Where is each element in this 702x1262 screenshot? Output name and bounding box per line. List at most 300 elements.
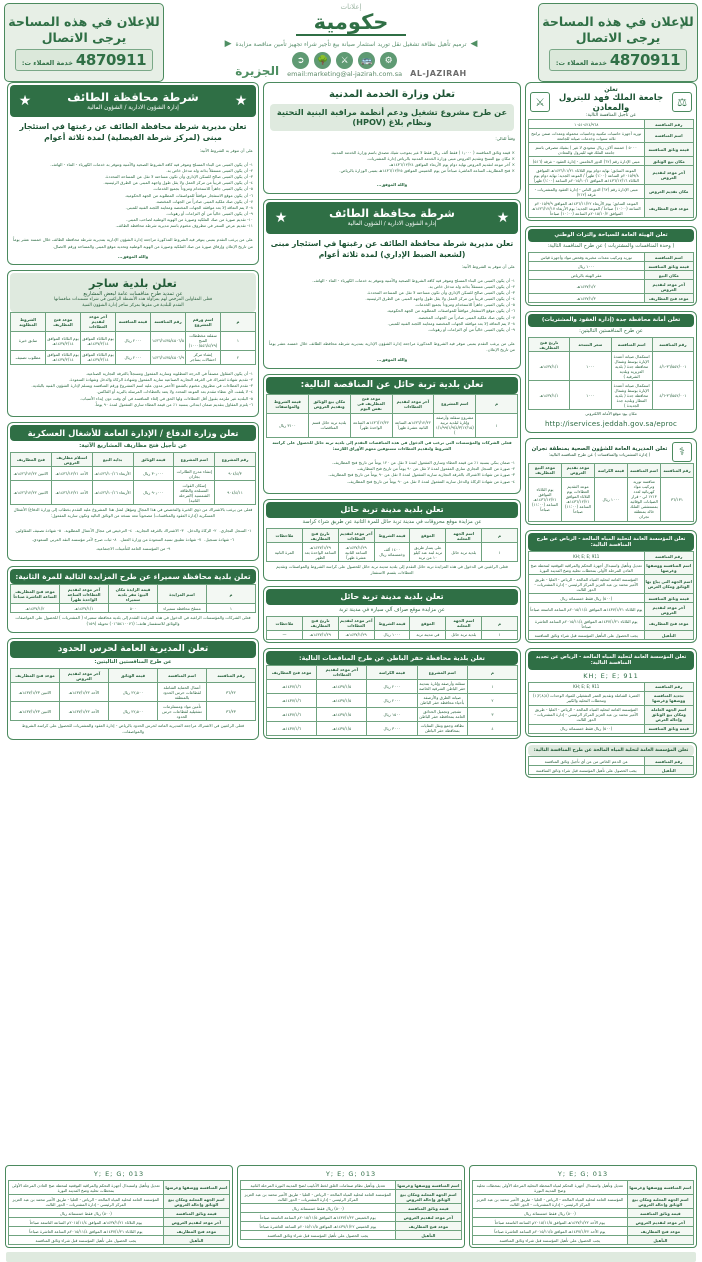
table-cell: (٥٠٠) ريال فقط خمسمائة ريال bbox=[529, 594, 645, 603]
ad-jeddah-contracts[interactable] bbox=[525, 311, 697, 433]
table-row bbox=[529, 352, 694, 381]
table-cell: ١٤٠٠ ألف وخمسمائة ريال bbox=[374, 543, 410, 562]
list-item: ٢- أن يكون المبنى مستقلاً بذاته وله مدخل خاص به. bbox=[428, 283, 515, 289]
brand-latin-logo: AL-JAZIRAH bbox=[410, 69, 467, 79]
ad-taif-police-faisaliah[interactable] bbox=[7, 82, 259, 265]
table-row-label: مكان البيع bbox=[644, 271, 694, 280]
table-header-cell: موعد فتح المظاريف الساعة العاشرة صباحاً bbox=[11, 585, 60, 604]
table-row-label: قيمة وثائق المنافسة bbox=[163, 1209, 229, 1218]
table-header-cell: اسم المنافسة bbox=[158, 669, 207, 683]
table-header-cell: موعد فتح المظاريف في نفس اليوم bbox=[350, 394, 392, 413]
table-cell: ١٤٣٧/١/١هـ bbox=[60, 604, 109, 613]
table-header-row bbox=[267, 616, 518, 630]
table-cell: يجب الحصول على تأهيل المؤسسة قبل شراء وثائق المنافسة bbox=[241, 1231, 396, 1240]
table-cell: ٣٦/٥٥٢/٠٠١-٤/١ bbox=[652, 352, 693, 381]
turbah-auction1-note: فعلى الراغبين في الدخول في هذه المزايدة تربة حائل التقدم إلى بلدية مدينة تربة حائل للحصول على كراسة الشروط والمواصفات وتقديم العطاءات بقسم الاستثمار bbox=[276, 564, 508, 576]
table-row-label: قيمة وثائق المنافسة bbox=[644, 262, 694, 271]
ad-hafr-albatin[interactable] bbox=[263, 648, 521, 739]
table-row bbox=[529, 682, 694, 691]
table-cell: تأمين مواد ومستلزمات تشغيلية لقطاعات حرس الحدود bbox=[158, 702, 207, 721]
table-row bbox=[529, 757, 694, 766]
defense-note-head: فعلى من يرغب بالاشتراك من ذوي الخبرة والتخصص في هذا المجال ومؤهل لمثل هذا المشروع عليه التقدم بخطاب إلى وزارة الدفاع/ الأشغال العسكرية (إدارة العقود والمنافسات) مصحوباً معه نسخة من الوثائق التالية وتكون سارية المفعول: bbox=[13, 507, 253, 519]
ad-box-right[interactable] bbox=[538, 3, 698, 82]
service-icon-row bbox=[292, 52, 397, 69]
table-header-cell: م bbox=[467, 665, 517, 679]
table-cell: ١٥٠٠ ريال bbox=[367, 707, 417, 721]
triangle-left-icon: ◀ bbox=[470, 39, 478, 50]
table-row bbox=[529, 262, 694, 271]
table-cell: (٥٠٠) ريال فقط خمسمائة ريال bbox=[9, 1209, 164, 1218]
list-item: ٣- تقدم العطاءات في مظروف مختوم بالشمع الأحمر مدون عليه اسم المشروع ورقم المنافسة ويسلم لإدارة الشؤون الفنية بالبلدية. bbox=[31, 383, 253, 389]
table-row-label: آخر موعد لتقديم العروض bbox=[627, 1218, 693, 1227]
taif-left-cond-intro: على أن تتوفر به الشروط الآتية: bbox=[199, 147, 253, 153]
table-header-cell: رقم المنافسة bbox=[151, 312, 186, 331]
table-cell: ١ bbox=[482, 543, 518, 562]
jeddah-subtitle: عن طرح المنافستين التاليتين: bbox=[579, 328, 643, 335]
samira-table bbox=[10, 584, 256, 613]
table-cell: استكمال صيانة أعمدة الإنارة بوسط وشمال محافظة جدة ( بلدية المطار وبلدية جدة الجديدة ) bbox=[611, 381, 652, 410]
table-cell: الأحد ١٤٣٦/١٢/٢١هـ bbox=[51, 481, 92, 505]
table-cell: ١ bbox=[221, 331, 256, 350]
table-cell: المؤسسة العامة لتحلية المياه المالحة - الرياض - العليا - طريق الأمير محمد بن عبد العزيز المركز الرئيسي - إدارة المشتريات - الدور الثالث bbox=[9, 1195, 164, 1209]
table-header-cell: موعد فتح المظاريف bbox=[46, 312, 81, 331]
table-cell: صيانة الطرق والأرصفة بأحياء محافظة حفر الباطن bbox=[417, 693, 467, 707]
table-header-cell: م bbox=[482, 616, 518, 630]
police-emblem-icon: ★ bbox=[274, 209, 288, 226]
table-header-cell: الموقع bbox=[410, 529, 446, 543]
table-row-label: التأهيل bbox=[395, 1231, 461, 1240]
bottom-box-2[interactable] bbox=[237, 1165, 465, 1248]
ad-box-left[interactable] bbox=[4, 3, 164, 82]
table-header-cell: رقم المنافسة bbox=[207, 669, 256, 683]
table-header-row bbox=[11, 312, 256, 331]
police-emblem-icon: ★ bbox=[496, 209, 510, 226]
table-header-row bbox=[267, 665, 518, 679]
table-cell: ٢ bbox=[221, 350, 256, 364]
border-guards-title: تعلن المديرية العامة لحرس الحدود bbox=[10, 641, 256, 658]
kfupm-title: جامعة الملك فهد للبترول والمعادن bbox=[558, 93, 664, 113]
table-row bbox=[529, 691, 694, 705]
table-header-cell: اسم المشروع bbox=[434, 394, 476, 413]
table-cell: يوم الثلاثاء ١٤٣٧/١/٢١هـ الموافق ٢٠١٥/١١/٤م الساعة التاسعة صباحاً bbox=[529, 603, 645, 617]
table-header-cell: آخر موعد لتقديم العروض bbox=[60, 669, 109, 683]
table-cell: ٣٦/٥٥٢/٠٠١-٤/٦ bbox=[652, 381, 693, 410]
bottom-box-3[interactable] bbox=[469, 1165, 697, 1248]
list-item: ٧- شهادة تطبيق نسبة السعودة من وزارة العمل. bbox=[119, 536, 202, 542]
list-item: ٩- من المؤسسة العامة للتأمينات الاجتماعية. bbox=[95, 545, 171, 551]
ad-turbah-hail-tender[interactable] bbox=[263, 374, 521, 494]
desal2-code: KH; E; E; 911 bbox=[583, 671, 639, 680]
desal2-table bbox=[528, 682, 694, 734]
masthead bbox=[0, 0, 702, 82]
table-row bbox=[241, 1190, 462, 1204]
table-header-cell: قيمة الكراسة bbox=[367, 665, 417, 679]
ad-turbah-auction-fuel[interactable] bbox=[263, 499, 521, 582]
table-row bbox=[529, 199, 694, 218]
table-cell: إنشاء مركز احتفالات بساجر bbox=[186, 350, 221, 364]
table-cell: مشروع سفلتة وأرصفة وإنارة لبلدية تربية (١/١/٩٩/١/٩/٤/٣/١٢/١٥) bbox=[435, 415, 474, 436]
table-cell: يجب الحصول على تأهيل المؤسسة قبل شراء وثائق المنافسة bbox=[473, 1236, 628, 1245]
border-guards-table bbox=[10, 668, 256, 721]
table-header-cell: آخر موعد لتقديم العطاءات bbox=[392, 394, 434, 413]
desal1-title: تعلن المؤسسة العامة لتحلية المياه المالحة - الرياض عن طرح المنافسة التالية: bbox=[528, 533, 694, 552]
table-cell: منافسة توريد وتركيب مواد كهربائية لعدد ١٢١٣ لي - قرار الصيانات الوقائية بمستشفى الملك خالد بمنطقة نجران bbox=[628, 477, 661, 521]
table-row-label: اسم الجهة المعلنة ومكان بيع الوثائق وإحالة العروض bbox=[395, 1190, 461, 1204]
table-row bbox=[529, 705, 694, 724]
table-header-cell: اسم الجهة المعلنة bbox=[446, 616, 482, 630]
table-row bbox=[529, 253, 694, 262]
table-row bbox=[267, 630, 518, 639]
ad-desalination-2[interactable] bbox=[525, 648, 697, 737]
table-cell: ١٤٣٧/١/٢٩هـ الساعة الواحدة بعد الظهر bbox=[302, 543, 338, 562]
list-item: ٦- أن يكون موقع الاستئجار موافقاً للمواصفات المطلوبة من الجهة الحكومية. bbox=[386, 308, 515, 314]
ad-desalination-3[interactable] bbox=[525, 742, 697, 779]
table-header-cell: فتح المظاريف bbox=[11, 453, 52, 467]
civil-service-intro: وفقاً للتالي: bbox=[495, 135, 515, 141]
list-item: ١٠- تقديم صورة من صك الملكية وصورة من الهوية الوطنية لصاحب المبنى. bbox=[126, 217, 253, 223]
ad-border-guards[interactable] bbox=[7, 638, 259, 741]
table-row bbox=[11, 467, 256, 481]
civil-service-bullets bbox=[266, 148, 518, 177]
list-item: ٤- الترخيص في مجال الأعمال المطلوبة. bbox=[64, 527, 133, 533]
table-header-cell: رقم المنافسة bbox=[652, 338, 693, 352]
taif-left-header-line2: إدارة الشؤون الادارية / الشؤون المالية bbox=[87, 104, 179, 111]
table-cell: يوم الخميس ١٤٣٧/١/٢٢هـ الموافق ٢٠١٥/١١/٥م الساعة العاشرة صباحاً bbox=[241, 1222, 396, 1231]
table-row-label: موعد فتح المظاريف bbox=[644, 617, 694, 631]
sajir-notes bbox=[10, 369, 256, 410]
table-header-cell: آخر موعد لتقديم العطاءات bbox=[339, 618, 373, 629]
list-item: ٦- شهادة تسجيل. bbox=[204, 536, 235, 542]
table-row-label: اسم الجهة التي يباع بها الوثائق ومكان العرض bbox=[644, 575, 694, 594]
table-cell: ٩٠٤/٤/٣ bbox=[215, 467, 256, 481]
table-row bbox=[529, 166, 694, 185]
turbah-tender-notes-head: فعلى الشركات والمؤسسات التي ترغب في الدخول في هذه المناقصات التقدم إلى بلدية تربة حائل للحصول على كراسة الشروط ولتقديم العطاءات مستوفين معهم الأوراق اللازمة: bbox=[272, 439, 512, 451]
police-emblem-icon: ★ bbox=[234, 93, 248, 109]
table-cell: المؤسسة العامة لتحلية المياه المالحة - الرياض - العليا - طريق الأمير محمد بن عبد العزيز المركز الرئيسي - إدارة المشتريات - الدور الثالث bbox=[529, 575, 645, 594]
turbah-auction1-subtitle: عن مزايدة موقع محروقات في مدينة تربة حائل للمرة الثانية عن طريق شراء كراسة bbox=[302, 519, 482, 526]
list-item: ١١- تقديم عرض السعر في مظروف مختوم باسم مديرية شرطة محافظة الطائف. bbox=[115, 223, 253, 229]
table-header-row bbox=[529, 463, 694, 477]
table-row bbox=[267, 413, 518, 437]
civil-service-closing: والله الموفق... bbox=[376, 182, 408, 188]
table-header-cell: م bbox=[482, 529, 518, 543]
table-cell: (٥٠٠) ريال فقط خمسمائة ريال bbox=[241, 1204, 396, 1213]
table-row bbox=[9, 1209, 230, 1218]
ad-turbah-auction-atm[interactable] bbox=[263, 586, 521, 642]
table-row bbox=[267, 679, 518, 693]
table-row-label: اسم الجهة المعلنة ومكان بيع الوثائق وإحالة العروض bbox=[627, 1195, 693, 1209]
table-cell: (٥٠٠) ريال فقط خمسمائة ريال bbox=[473, 1209, 628, 1218]
table-row-label: موعد فتح المظاريف bbox=[163, 1227, 229, 1236]
table-row bbox=[9, 1227, 230, 1236]
table-header-cell: موعد فتح المظاريف bbox=[267, 665, 317, 679]
table-cell: المؤسسة العامة لتحلية المياه المالحة - الرياض - العليا - طريق الأمير محمد بن عبد العزيز المركز الرئيسي - إدارة المشتريات - الدور الثالث bbox=[529, 705, 645, 724]
table-cell: يجب الحصول على تأهيل المؤسسة قبل شراء وثائق المنافسة bbox=[9, 1236, 164, 1245]
table-row bbox=[529, 143, 694, 157]
table-cell: — bbox=[267, 630, 303, 639]
list-item: ٩- أن يكون المبنى خالياً من أي التزامات أو رهونات. bbox=[165, 210, 253, 216]
list-item: ٢- الزكاة والدخل. bbox=[186, 527, 217, 533]
ad-left-phone bbox=[15, 49, 153, 71]
table-row bbox=[473, 1218, 694, 1227]
table-row-label: اسم الجهة المعلنة ومكان بيع الوثائق وإحالة العروض bbox=[163, 1195, 229, 1209]
ad-najran-health[interactable] bbox=[525, 438, 697, 525]
table-header-cell: م bbox=[476, 394, 518, 413]
list-item: ٣- الاشتراك بالغرفة التجارية. bbox=[135, 527, 184, 533]
turbah-tender-notes bbox=[266, 458, 518, 487]
list-item: ٥- البلدية غير ملزمة بقبول أقل العطاءات ولها الحق في إلغاء المنافسة في أي وقت دون إبداء الأسباب. bbox=[80, 395, 253, 401]
table-cell: ١٤٣٧/١/٦هـ bbox=[267, 693, 317, 707]
table-header-cell: ملاحظات bbox=[267, 529, 303, 543]
list-item: ٣- أن يكون المبنى صالح للسكن الإداري وأن تكون مساحته لا تقل عن المساحة المحددة. bbox=[104, 174, 253, 180]
ad-ministry-of-defense[interactable] bbox=[7, 422, 259, 561]
table-row-label: قيمة وثائق المنافسة bbox=[644, 594, 694, 603]
table-row bbox=[529, 575, 694, 594]
turbah-auction2-table bbox=[266, 616, 518, 640]
kfupm-seal-icon: ⚖ bbox=[672, 92, 692, 112]
table-cell: ١٠٠٠ ريال bbox=[595, 477, 628, 521]
table-header-row bbox=[11, 669, 256, 683]
taif-mid-closing: والله الموفق... bbox=[376, 357, 408, 363]
table-header-cell: تاريخ فتح المظاريف bbox=[302, 529, 338, 543]
table-cell: ١٤٣٦/١٢/٢٢هـ الساعة الثانية عشرة ظهراً bbox=[392, 413, 434, 437]
table-cell: ٢٠٠٠ ريال bbox=[116, 331, 151, 350]
table-row bbox=[529, 561, 694, 575]
list-item: ٨- لا يتم التعاقد إلا بعد موافقة الجهات المختصة ومعاينة اللجنة الفنية للمبنى. bbox=[125, 204, 253, 210]
table-cell: يوم الثلاثاء الموافق ١٤٣٧/٢/١٤هـ bbox=[81, 331, 116, 350]
table-row-label: اسم المنافسة ووصفها وغرضها bbox=[395, 1181, 461, 1190]
ad-desalination-1[interactable] bbox=[525, 530, 697, 644]
table-row bbox=[9, 1195, 230, 1209]
ministry-of-health-icon: ⚕ bbox=[672, 442, 692, 462]
table-cell: على يسار طريق تربة لبنة عند كيلو ١٠ من تربة bbox=[410, 543, 446, 562]
taif-mid-header-line1: شرطة محافظة الطائف bbox=[329, 207, 455, 221]
table-row-label: قيمة وثائق المنافسة bbox=[627, 1209, 693, 1218]
table-row bbox=[11, 604, 256, 613]
jeddah-sale-label: مكان بيع: موقع الأمانة الالكتروني bbox=[585, 411, 637, 417]
table-cell: ٢ bbox=[467, 693, 517, 707]
table-header-cell: آخر موعد لتقديم العطاءات bbox=[317, 665, 367, 679]
list-item: ٤- صورة من شهادة الزكاة والدخل سارية المفعول لمدة لا تقل عن ٩٠ يوماً من تاريخ فتح المظاريف. bbox=[347, 478, 515, 484]
table-row bbox=[529, 294, 694, 303]
table-header-cell: قيمة الوثائق bbox=[133, 453, 174, 467]
table-cell: إنشاء مدرج الطائرات بجازان bbox=[174, 467, 215, 481]
table-cell: ١٤٣٧/١/٢٩هـ bbox=[302, 630, 338, 639]
najran-subtitle: ( إدارة المشتريات والمنافسات ) عن طرح المنافسة التالية: bbox=[548, 452, 651, 458]
list-item: ٤- لا يلتفت لأي عطاء مقدم بعد الموعد المحدد ولا يعتد بالعطاءات المرسلة بالبريد أو الفاكس. bbox=[96, 389, 253, 395]
table-cell: يوم الأحد ١٤٣٧/١/٢٢هـ الموافق ٢٠١٥/١١/٥م الساعة العاشرة صباحاً bbox=[473, 1227, 628, 1236]
table-cell: المرة الثانية bbox=[267, 543, 303, 562]
marketing-email[interactable]: email:marketing@al-jazirah.com.sa bbox=[287, 70, 403, 79]
table-header-cell: اسم المنافسة bbox=[611, 338, 652, 352]
table-cell: ٩٠٤/٤/١١ bbox=[215, 481, 256, 505]
ad-kfupm[interactable] bbox=[525, 82, 697, 221]
table-cell: الموعد السابق: يوم الأربعاء ١٤٣٦/١١/٢٢هـ الموافق ٢٠١٥/٩/٩م الساعة (١٠:٠٠) صباحاً / الموعد الجديد: يوم الأربعاء ١٤٣٦/١٢/١٧هـ الموافق ٢٠١٥/١٠/٢م الساعة (١٠:٠٠) صباحاً bbox=[529, 199, 645, 218]
list-item: ٧- أن يكون صك ملكية المبنى صادراً من الجهات المختصة. bbox=[155, 198, 253, 204]
column-middle bbox=[263, 82, 521, 744]
table-cell: ٢٢٫٥٠٠ ريال bbox=[109, 702, 158, 721]
desal1-table bbox=[528, 551, 694, 640]
table-cell: الأحد ١٤٣٧/١/٢٢هـ bbox=[60, 683, 109, 702]
table-row-label: التأهيل bbox=[163, 1236, 229, 1245]
table-cell: ٩٠٫٠٠٠ ريال bbox=[133, 481, 174, 505]
desal2-title: تعلن المؤسسة العامة لتحلية المياه المالحة - الرياض عن تجديد المنافسة التالية: bbox=[528, 651, 694, 670]
table-row bbox=[529, 603, 694, 617]
table-cell: ٥٠٠ bbox=[109, 604, 158, 613]
jeddah-table bbox=[528, 337, 694, 410]
border-guards-subtitle: عن طرح المنافستين التاليتين: bbox=[94, 659, 172, 666]
table-row bbox=[241, 1231, 462, 1240]
table-row-label: تجديد المنافسة ووصفها وغرضها bbox=[644, 691, 694, 705]
hafr-table bbox=[266, 665, 518, 736]
tourism-table bbox=[528, 252, 694, 303]
table-row-label: مكان تقديم العروض bbox=[644, 185, 694, 199]
ad-taif-police-admin[interactable] bbox=[263, 199, 521, 369]
sajir-sub1: عن تمديد طرح منافسات عامة لبعض المشاريع bbox=[83, 290, 183, 297]
table-header-cell: موعد تقديم العروض bbox=[562, 463, 595, 477]
jeddah-eproc-url[interactable]: http://iservices.jeddah.gov.sa/eproc bbox=[544, 419, 678, 428]
table-cell: يوم الثلاثاء ١٤٣٧/١/٢١هـ الموافق ٢٠١٥/١١/٤م الساعة العاشرة صباحاً bbox=[529, 617, 645, 631]
tourism-title: تعلن الهيئة العامة للسياحة والتراث الوطني bbox=[528, 229, 694, 242]
ad-right-line1: للإعلان في هذه المساحة bbox=[542, 14, 694, 30]
table-header-cell: بداية البيع bbox=[92, 453, 133, 467]
hafr-title: تعلن بلدية محافظة حفر الباطن عن طرح المناقصات التالية: bbox=[266, 651, 518, 665]
table-cell: مبنى الإدارة رقم (٦٢) الدور الثاني - إدارة العقود والمشتريات - غرفة (٢١٢) bbox=[529, 185, 645, 199]
sajir-table bbox=[10, 312, 256, 365]
table-header-cell: قيمة الشروط والمواصفات bbox=[267, 394, 309, 413]
table-cell: تعديل وتأهيل واستبدال أجهزة التحكم والمراقبة التوقعية لمحطة ضخ العادن المرحلة الأولى بمحطات تحلية وضخ المدينة النورة bbox=[9, 1181, 164, 1195]
turbah-auction1-title: تعلن بلدية مدينة تربة حائل bbox=[266, 502, 518, 518]
table-header-cell: آخر موعد لتقديم العطاءات bbox=[81, 312, 116, 331]
table-row bbox=[529, 129, 694, 143]
list-item: ٣- أن يكون المبنى صالح للسكن الإداري وأن تكون مساحته لا تقل عن المساحة المحددة. bbox=[366, 290, 515, 296]
border-guards-note: فعلى الراغبين في الاشتراك مراجعة المديرية العامة لحرس الحدود بالرياض - إدارة العقود والمشتريات للحصول على كراسة الشروط والمواصفات. bbox=[21, 723, 245, 735]
table-header-cell: قيمة الوثائق bbox=[109, 669, 158, 683]
list-item: ٥- أن يكون المبنى جاهزاً للاستخدام ومزوداً بجميع الخدمات. bbox=[414, 302, 515, 308]
civil-service-title: تعلن وزارة الخدمة المدنية bbox=[329, 89, 455, 100]
ad-civil-service[interactable] bbox=[263, 82, 521, 194]
table-row-label: قيمة وثائق المنافسة bbox=[395, 1204, 461, 1213]
ad-left-line1: للإعلان في هذه المساحة bbox=[8, 14, 160, 30]
table-cell: ١٤٣٦/١٤٣٥/٤٥٠٦/٥ bbox=[151, 331, 186, 350]
bottom-box-3-table bbox=[472, 1180, 694, 1245]
table-header-row bbox=[11, 585, 256, 604]
list-item: ٩- أن يكون المبنى خالياً من أي التزامات أو رهونات. bbox=[427, 326, 515, 332]
table-cell: عن الدعم الخاص من عن أي تأجيل وثائق المنافسة bbox=[529, 757, 645, 766]
table-header-cell: تاريخ فتح المظاريف bbox=[302, 616, 338, 630]
table-row bbox=[529, 381, 694, 410]
table-row-label: موعد فتح المظاريف bbox=[644, 294, 694, 303]
table-cell: بلدية تربة حائل bbox=[446, 630, 482, 639]
najran-title: تعلن المديرية العامة للشؤون الصحية بمنطقة نجران bbox=[531, 446, 668, 453]
samira-title: تعلن بلدية محافظة سميراء عن طرح المزايدة التالية للمرة الثانية: bbox=[10, 569, 256, 584]
table-row bbox=[529, 766, 694, 775]
table-row bbox=[473, 1236, 694, 1245]
table-cell: KH; E; E; 911 bbox=[529, 682, 645, 691]
ad-sajir-municipality[interactable] bbox=[7, 270, 259, 417]
table-header-row bbox=[267, 529, 518, 543]
bottom-strip bbox=[0, 1165, 702, 1250]
table-cell: ١٠٠٠ bbox=[570, 352, 611, 381]
bottom-box-1[interactable] bbox=[5, 1165, 233, 1248]
table-row-label: آخر موعد لتقديم العروض bbox=[163, 1218, 229, 1227]
table-cell: ١٤٣٧/١/٢٩هـ bbox=[338, 630, 374, 639]
table-header-cell: اسم المشروع bbox=[417, 665, 467, 679]
defense-subtitle: عن تأجيل فتح مظاريف المشاريع الآتية: bbox=[79, 442, 187, 449]
leaf-icon: ➲ bbox=[292, 52, 309, 69]
table-row-label: اسم المنافسة bbox=[644, 129, 694, 143]
table-cell: أعمال الحماية الشاملة لقطاعات حرس الحدود بالمنطقة bbox=[158, 683, 207, 702]
table-header-cell: استلام مظاريف العروض bbox=[51, 453, 92, 467]
table-cell: المؤسسة العامة لتحلية المياه المالحة - الرياض - العليا - طريق الأمير محمد بن عبد العزيز المركز الرئيسي - إدارة المشتريات - الدور الثالث bbox=[241, 1190, 396, 1204]
table-cell: ١٠٠٠ bbox=[570, 381, 611, 410]
list-item: ٥- شهادة تصنيف المقاولين. bbox=[14, 527, 62, 533]
table-header-cell: تاريخ فتح المظاريف bbox=[529, 338, 570, 352]
table-row bbox=[11, 683, 256, 702]
table-cell: ١٤٣٧/١/١هـ bbox=[529, 381, 570, 410]
ad-samira-municipality[interactable] bbox=[7, 566, 259, 633]
list-item: ١- أن يكون المبنى من البناء المسلح وتتوفر فيه كافة الشروط الصحية والأمنية وتتوفر به خدمات الكهرباء - الماء - الهاتف. bbox=[50, 161, 253, 167]
table-header-row bbox=[267, 394, 518, 413]
table-row-label: رقم المنافسة bbox=[644, 552, 694, 561]
table-row bbox=[529, 120, 694, 129]
table-cell: ١٤٣٧/١/٦هـ bbox=[267, 721, 317, 735]
table-row-label: التأهيل bbox=[644, 631, 694, 640]
taif-mid-cond-intro: على أن تتوفر به الشروط الآتية: bbox=[461, 263, 515, 269]
ad-left-line2: يرجى الاتصال bbox=[41, 30, 127, 45]
table-header-cell: اسم الجهة المعلنة bbox=[446, 529, 482, 543]
table-cell: الأحد ١٤٣٦/١٢/٢١هـ bbox=[51, 467, 92, 481]
table-cell: سابق خبرة bbox=[11, 331, 46, 350]
table-row-label: آخر موعد لتقديم العروض bbox=[644, 166, 694, 185]
table-row bbox=[11, 702, 256, 721]
table-cell: ١٠٠٠ ريال bbox=[529, 262, 645, 271]
masthead-title: حكومية bbox=[296, 11, 407, 36]
table-row bbox=[267, 693, 518, 707]
table-cell: ٥٠٠٠ ( خمسة آلاف ريال سعودي لا غير ) بشيك مصرفي باسم جامعة الملك فهد للبترول والمعادن bbox=[529, 143, 645, 157]
table-cell: ٣٠٠٠ ريال bbox=[367, 721, 417, 735]
list-item: ٧- أن يكون صك ملكية المبنى صادراً من الجهات المختصة. bbox=[417, 314, 515, 320]
table-header-cell: م bbox=[221, 312, 256, 331]
tree-icon: 🌳 bbox=[314, 52, 331, 69]
list-item: × آخر موعد لتقديم العروض نهاية دوام يوم الأربعاء الموافق ١٤٣٦/١٢/٢٤هـ. bbox=[388, 162, 515, 168]
table-row bbox=[11, 481, 256, 505]
table-cell: ١٤٣٧/١/٣هـ bbox=[529, 294, 645, 303]
table-header-cell: قيمة الكراسة bbox=[595, 463, 628, 477]
jeddah-title: تعلن أمانة محافظة جدة (إدارة العقود والمشتريات) bbox=[528, 314, 694, 327]
ad-left-phone-number: 4870911 bbox=[75, 50, 147, 69]
desal3-table bbox=[528, 756, 694, 775]
list-item: ٢- أن يكون المبنى مستقلاً بذاته وله مدخل خاص به. bbox=[166, 167, 253, 173]
table-cell: تشجير وتجميل الحدائق العامة بمحافظة حفر الباطن bbox=[417, 707, 467, 721]
table-cell: بلدية تربة حائل bbox=[446, 543, 482, 562]
police-emblem-icon: ★ bbox=[18, 93, 32, 109]
table-header-cell: آخر موعد لتقديم العطاءات bbox=[339, 530, 373, 541]
triangle-right-icon: ▶ bbox=[224, 39, 232, 50]
turbah-auction2-subtitle: عن مزايدة موقع صراف آلي سيارة في مدينة تربة bbox=[339, 606, 445, 613]
table-row bbox=[529, 271, 694, 280]
table-row-label: آخر موعد لتقديم العروض bbox=[395, 1213, 461, 1222]
list-item: × قيمة وثائق المنافسة ( ١٫٠٠٠ ) فقط ألف ريال فقط لا غير بموجب شيك مصدق باسم وزارة الخدمة المدنية. bbox=[330, 149, 515, 155]
turbah-tender-title: تعلن بلدية تربة حائل عن المناقصة التالية: bbox=[266, 377, 518, 394]
table-cell: يوم الثلاثاء الموافق ١٤٣٧/٢/١٤هـ bbox=[46, 331, 81, 350]
table-row bbox=[267, 707, 518, 721]
sajir-header bbox=[10, 273, 256, 312]
ad-tourism-authority[interactable] bbox=[525, 226, 697, 306]
table-cell: ٣٠٫٠٠٠ ريال bbox=[133, 467, 174, 481]
samira-note: فعلى الشركات والمؤسسات الراغبة في الدخول في هذه المزايدة التقدم إلى بلدية محافظة سميراء ( المشتريات ) للحصول على المواصفات والوثائق للاستفسار هاتف: (٠١٦٥٤١٠٠٧٦) تحويلة (١٥٩) bbox=[15, 615, 251, 627]
table-cell: ١٤٣٧/١/٢٩هـ الساعة الثانية عشرة ظهراً bbox=[338, 543, 374, 562]
